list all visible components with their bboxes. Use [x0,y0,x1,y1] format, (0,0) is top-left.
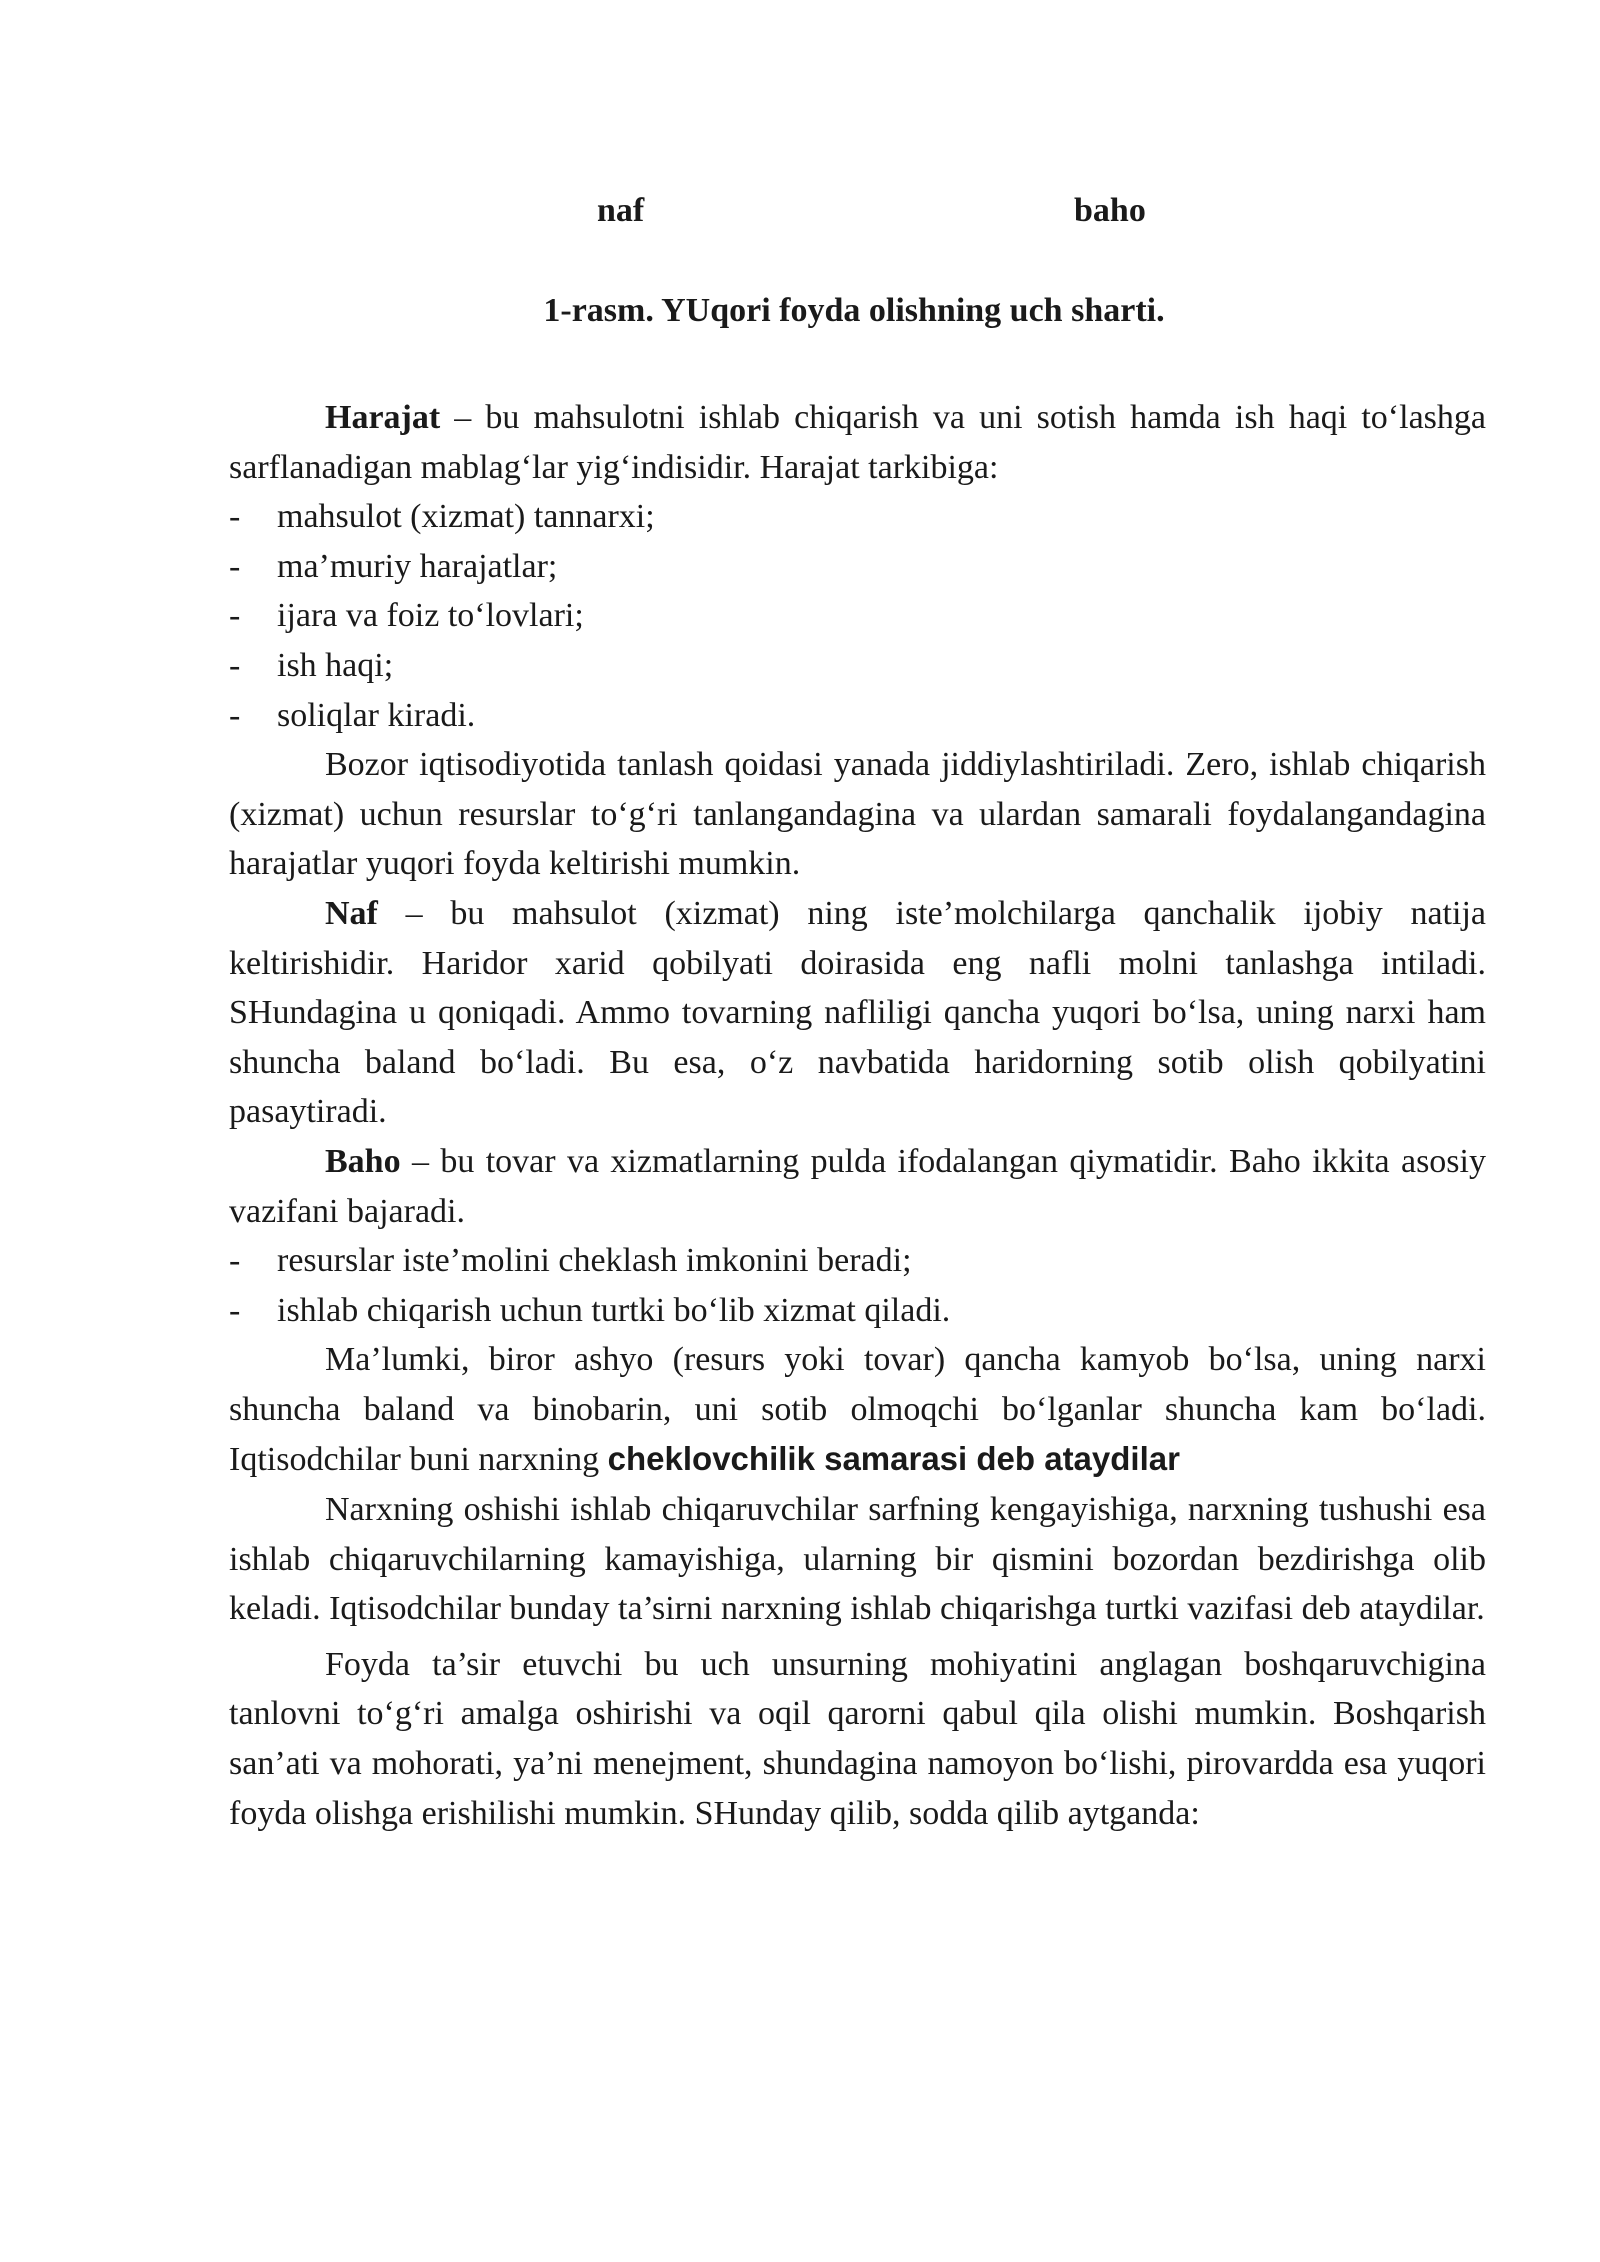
term-naf: Naf [325,894,378,932]
list-item-text: ijara va foiz to‘lovlari; [277,597,584,635]
malumki-text: Ma’lumki, biror ashyo (resurs yoki tovar) qancha kamyob bo‘lsa, uning narxi shuncha baland va binobarin, uni sotib olmoqchi bo‘lganlar shuncha kam bo‘ladi. Iqtisodchilar buni narxning [229,1341,1486,1479]
baho-definition: – bu tovar va xizmatlarning pulda ifodalangan qiymatidir. Baho ikkita asosiy vazifani bajaradi. [229,1142,1486,1230]
list-item-text: ishlab chiqarish uchun turtki bo‘lib xizmat qiladi. [277,1291,951,1329]
term-harajat: Harajat [325,399,441,436]
list-item-text: resurslar iste’molini cheklash imkonini beradi; [277,1242,912,1280]
paragraph-narxning: Narxning oshishi ishlab chiqaruvchilar sarfning kengayishiga, narxning tushushi esa ishlab chiqaruvchilarning kamayishiga, ularning bir qismini bozordan bezdirishga olib keladi. Iqtisodchilar bunday ta’sirni narxning ishlab chiqarishga turtki vazifasi deb ataydilar. [229,1491,1486,1628]
list-item: - resurslar iste’molini cheklash imkonini beradi; [229,1236,1486,1286]
paragraph-harajat [229,393,1486,492]
figure-label-naf: naf [597,192,645,229]
term-baho: Baho [325,1142,401,1180]
list-item-text: ish haqi; [277,646,394,684]
paragraph-foyda: Foyda ta’sir etuvchi bu uch unsurning mohiyatini anglagan boshqaruvchigina tanlovni to‘g‘ri amalga oshirishi va oqil qarorni qabul qila olishi mumkin. Boshqarish san’ati va mohorati, ya’ni menejment, shundagina namoyon bo‘lishi, pirovardda esa yuqori foyda olishga erishilishi mumkin. SHunday qilib, sodda qilib aytganda: [229,1645,1486,1832]
list-item: - ish haqi; [229,641,1486,691]
list-item-text: soliqlar kiradi. [277,696,476,734]
list-item-text: ma’muriy harajatlar; [277,547,558,585]
list-item-text: mahsulot (xizmat) tannarxi; [277,498,655,536]
harajat-definition: – bu mahsulotni ishlab chiqarish va uni sotish hamda ish haqi to‘lashga sarflanadigan mablag‘lar yig‘indisidir. Harajat tarkibiga: [229,399,1486,486]
list-item: - ijara va foiz to‘lovlari; [229,591,1486,641]
figure-label-baho: baho [1074,192,1146,229]
list-item: - ma’muriy harajatlar; [229,542,1486,592]
list-item: - mahsulot (xizmat) tannarxi; [229,492,1486,542]
malumki-emphasis: cheklovchilik samarasi deb ataydilar [607,1440,1180,1478]
list-item: - ishlab chiqarish uchun turtki bo‘lib xizmat qiladi. [229,1286,1486,1336]
paragraph-malumki [229,1335,1486,1485]
paragraph-baho [229,1137,1486,1236]
list-item: - soliqlar kiradi. [229,691,1486,741]
paragraph-naf [229,889,1486,1137]
naf-definition: – bu mahsulot (xizmat) ning iste’molchilarga qanchalik ijobiy natija keltirishidir. Haridor xarid qobilyati doirasida eng nafli molni tanlashga intiladi. SHundagina u qoniqadi. Ammo tovarning nafliligi qancha yuqori bo‘lsa, uning narxi ham shuncha baland bo‘ladi. Bu esa, o‘z navbatida haridorning sotib olish qobilyatini pasaytiradi. [229,894,1486,1131]
figure-labels [0,192,1600,242]
figure-caption: 1-rasm. YUqori foyda olishning uch sharti. [543,292,1165,329]
body-text [229,393,1486,1838]
paragraph-bozor: Bozor iqtisodiyotida tanlash qoidasi yanada jiddiylashtiriladi. Zero, ishlab chiqarish (xizmat) uchun resurslar to‘g‘ri tanlangandagina va ulardan samarali foydalangandagina harajatlar yuqori foyda keltirishi mumkin. [229,746,1486,883]
